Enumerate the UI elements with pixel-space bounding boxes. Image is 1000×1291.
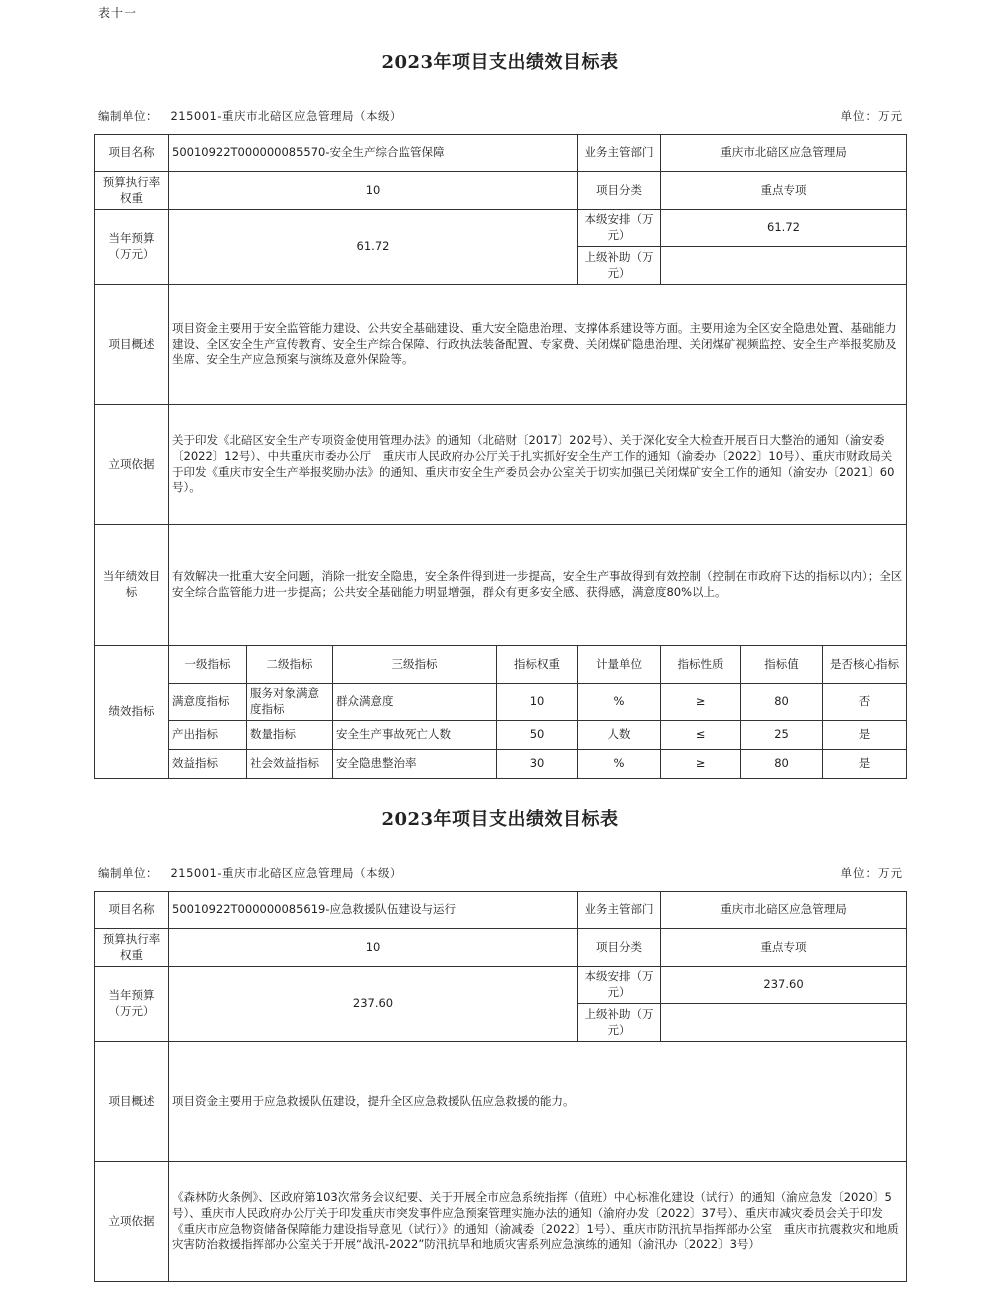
indicator-value: 80 (741, 750, 823, 779)
indicator-nature: ≥ (661, 750, 741, 779)
project-name-value: 50010922T000000085619-应急救援队伍建设与运行 (169, 892, 578, 929)
indicator-weight: 30 (497, 750, 578, 779)
local-label: 本级安排（万元） (578, 210, 661, 247)
local-label: 本级安排（万元） (578, 967, 661, 1004)
indicator-header: 指标性质 (661, 646, 741, 684)
indicator-weight: 10 (497, 684, 578, 721)
basis-label: 立项依据 (95, 1162, 169, 1282)
category-value: 重点专项 (661, 929, 907, 967)
goal-label: 当年绩效目标 (95, 525, 169, 646)
indicator-nature: ≥ (661, 684, 741, 721)
indicator-core: 否 (823, 684, 907, 721)
indicators-label: 绩效指标 (95, 646, 169, 779)
basis-text: 《森林防火条例》、区政府第103次常务会议纪要、关于开展全市应急系统指挥（值班）中心标准化建设（试行）的通知（渝应急发〔2020〕5号）、重庆市人民政府办公厅关于印发重庆市突发事件应急预案管理实施办法的通知（渝府办发〔2022〕37号）、重庆市减灾委员会关于印发《重庆市应急物资储备保障能力建设指导意见（试行）》的通知（渝减委〔2022〕1号）、重庆市防汛抗旱指挥部办公室 重庆市抗震救灾和地质灾害防治救援指挥部办公室关于开展“战汛-2022”防汛抗旱和地质灾害系列应急演练的通知（渝汛办〔2022〕3号） (169, 1162, 907, 1282)
goal-text: 有效解决一批重大安全问题，消除一批安全隐患，安全条件得到进一步提高，安全生产事故得到有效控制（控制在市政府下达的指标以内）；全区安全综合监管能力进一步提高；公共安全基础能力明显增强，群众有更多安全感、获得感，满意度80%以上。 (169, 525, 907, 646)
indicator-level2: 数量指标 (247, 721, 333, 750)
project-name-label: 项目名称 (95, 135, 169, 172)
dept-value: 重庆市北碚区应急管理局 (661, 135, 907, 172)
indicator-header: 一级指标 (169, 646, 247, 684)
org-label: 编制单位： (98, 866, 158, 880)
overview-text: 项目资金主要用于应急救援队伍建设，提升全区应急救援队伍应急救援的能力。 (169, 1042, 907, 1162)
budget-value: 237.60 (169, 967, 578, 1042)
unit-label: 单位：万元 (840, 109, 903, 123)
budget-label: 当年预算（万元） (95, 967, 169, 1042)
local-value: 237.60 (661, 967, 907, 1004)
category-value: 重点专项 (661, 172, 907, 210)
basis-label: 立项依据 (95, 405, 169, 525)
superior-value (661, 1004, 907, 1042)
org-label: 编制单位： (98, 109, 158, 123)
org-info (98, 865, 402, 881)
dept-label: 业务主管部门 (578, 135, 661, 172)
indicator-unit: % (578, 684, 661, 721)
indicator-value: 80 (741, 684, 823, 721)
page-label: 表十一 (98, 6, 138, 20)
budget-label: 当年预算（万元） (95, 210, 169, 285)
indicator-level1: 效益指标 (169, 750, 247, 779)
indicator-level3: 群众满意度 (333, 684, 497, 721)
performance-table (94, 891, 907, 1282)
indicator-level2: 服务对象满意度指标 (247, 684, 333, 721)
indicator-header: 计量单位 (578, 646, 661, 684)
indicator-header: 是否核心指标 (823, 646, 907, 684)
table-row (95, 721, 907, 750)
local-value: 61.72 (661, 210, 907, 247)
overview-label: 项目概述 (95, 1042, 169, 1162)
indicator-value: 25 (741, 721, 823, 750)
indicator-unit: % (578, 750, 661, 779)
indicator-level1: 产出指标 (169, 721, 247, 750)
indicator-header: 指标值 (741, 646, 823, 684)
indicator-header: 指标权重 (497, 646, 578, 684)
indicator-core: 是 (823, 721, 907, 750)
org-value: 215001-重庆市北碚区应急管理局（本级） (170, 866, 403, 880)
basis-text: 关于印发《北碚区安全生产专项资金使用管理办法》的通知（北碚财〔2017〕202号）、关于深化安全大检查开展百日大整治的通知（渝安委〔2022〕12号）、中共重庆市委办公厅 重庆市人民政府办公厅关于扎实抓好安全生产工作的通知（渝委办〔2022〕10号）、重庆市财政局关于印发《重庆市安全生产举报奖励办法》的通知、重庆市安全生产委员会办公室关于切实加强已关闭煤矿安全工作的通知（渝安办〔2021〕60号）。 (169, 405, 907, 525)
superior-value (661, 247, 907, 285)
weight-label: 预算执行率权重 (95, 929, 169, 967)
weight-value: 10 (169, 172, 578, 210)
table-title: 2023年项目支出绩效目标表 (381, 52, 619, 73)
project-name-value: 50010922T000000085570-安全生产综合监管保障 (169, 135, 578, 172)
superior-label: 上级补助（万元） (578, 247, 661, 285)
weight-label: 预算执行率权重 (95, 172, 169, 210)
dept-label: 业务主管部门 (578, 892, 661, 929)
weight-value: 10 (169, 929, 578, 967)
project-name-label: 项目名称 (95, 892, 169, 929)
superior-label: 上级补助（万元） (578, 1004, 661, 1042)
budget-value: 61.72 (169, 210, 578, 285)
indicator-core: 是 (823, 750, 907, 779)
org-info (98, 108, 402, 124)
unit-label: 单位：万元 (840, 866, 903, 880)
indicator-level3: 安全隐患整治率 (333, 750, 497, 779)
overview-text: 项目资金主要用于安全监管能力建设、公共安全基础建设、重大安全隐患治理、支撑体系建设等方面。主要用途为全区安全隐患处置、基础能力建设、全区安全生产宣传教育、安全生产综合保障、行政执法装备配置、专家费、关闭煤矿隐患治理、关闭煤矿视频监控、安全生产举报奖励及坐席、安全生产应急预案与演练及意外保险等。 (169, 285, 907, 405)
table-row (95, 684, 907, 721)
table-title: 2023年项目支出绩效目标表 (381, 809, 619, 830)
category-label: 项目分类 (578, 172, 661, 210)
overview-label: 项目概述 (95, 285, 169, 405)
indicator-weight: 50 (497, 721, 578, 750)
indicator-unit: 人数 (578, 721, 661, 750)
dept-value: 重庆市北碚区应急管理局 (661, 892, 907, 929)
indicator-nature: ≤ (661, 721, 741, 750)
indicator-level1: 满意度指标 (169, 684, 247, 721)
indicator-header: 三级指标 (333, 646, 497, 684)
category-label: 项目分类 (578, 929, 661, 967)
performance-table (94, 134, 907, 779)
indicator-level2: 社会效益指标 (247, 750, 333, 779)
org-value: 215001-重庆市北碚区应急管理局（本级） (170, 109, 403, 123)
indicator-header: 二级指标 (247, 646, 333, 684)
indicator-level3: 安全生产事故死亡人数 (333, 721, 497, 750)
table-row (95, 750, 907, 779)
